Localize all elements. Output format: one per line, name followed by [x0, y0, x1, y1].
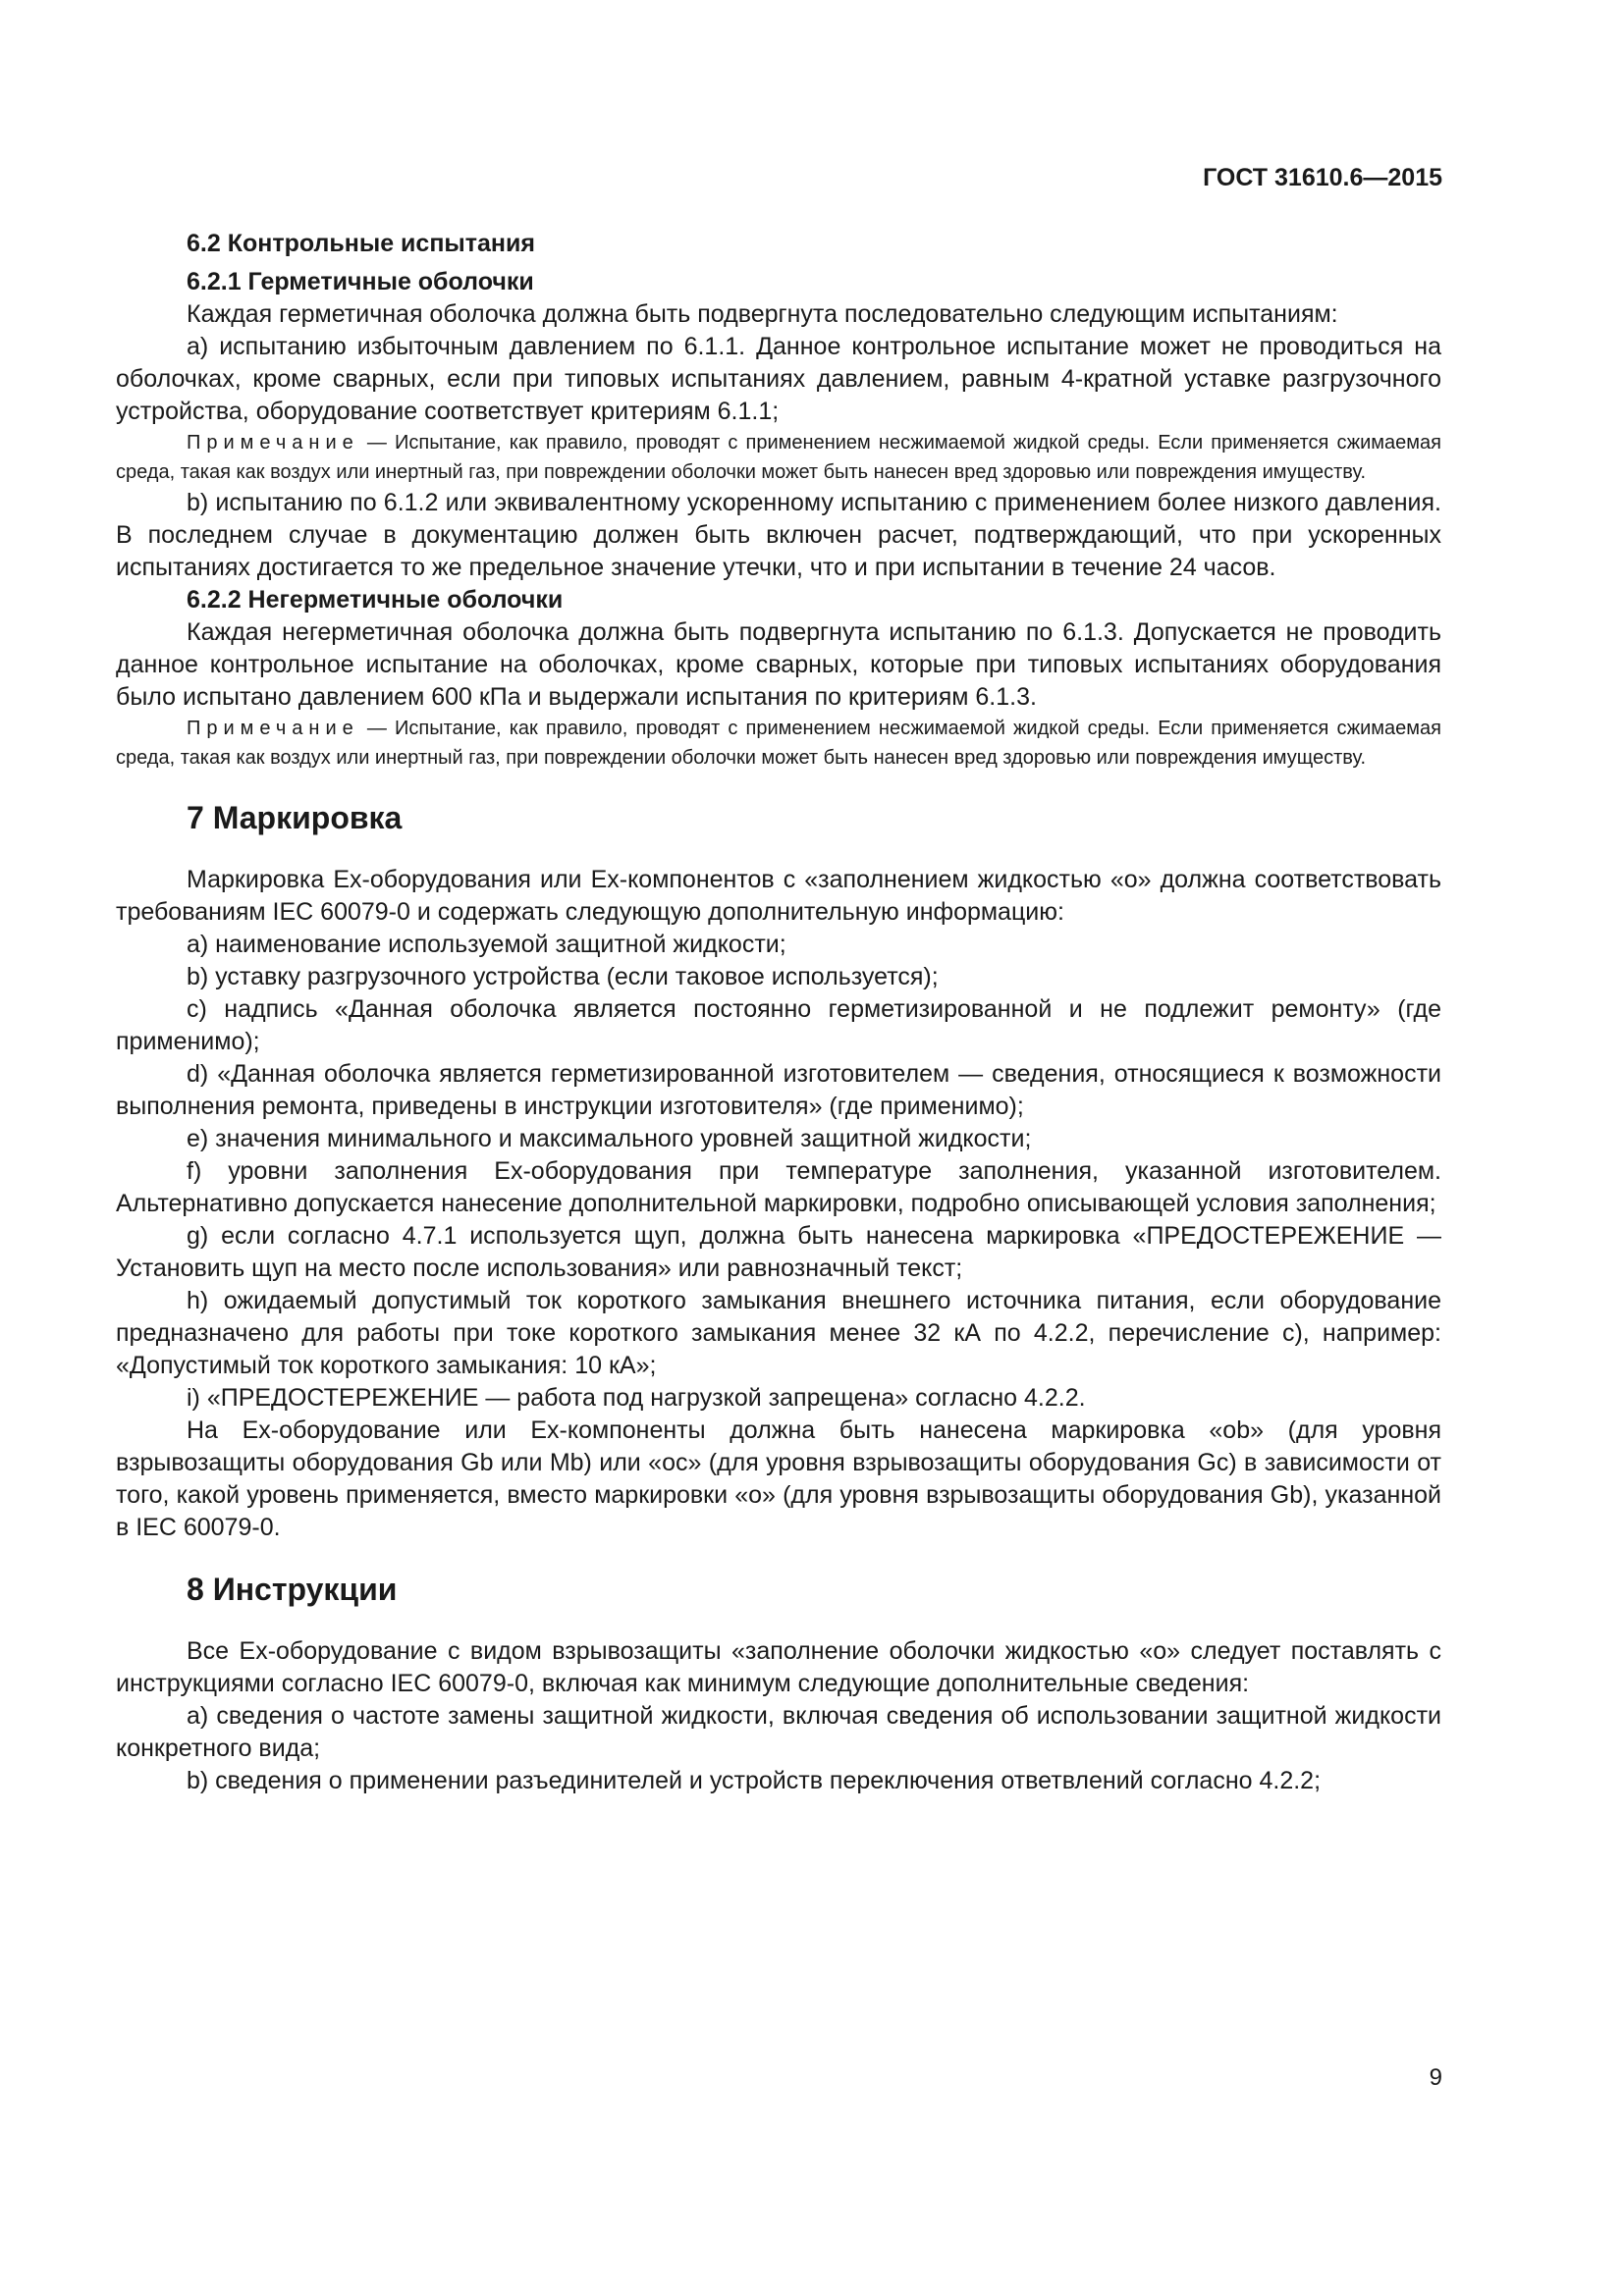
section-8-heading: 8 Инструкции: [187, 1572, 398, 1607]
list-item: a) испытанию избыточным давлением по 6.1.1. Данное контрольное испытание может не проводиться на оболочках, кроме сварных, если при типовых испытаниях давлением, равным 4-кратной уставке разгрузочного устройства, оборудование соответствует критериям 6.1.1;: [116, 333, 1441, 425]
list-item: a) наименование используемой защитной жидкости;: [187, 931, 786, 958]
paragraph: Каждая негерметичная оболочка должна быть подвергнута испытанию по 6.1.3. Допускается не проводить данное контрольное испытание на оболочках, кроме сварных, которые при типовых испытаниях оборудования было испытано давлением 600 кПа и выдержали испытания по критериям 6.1.3.: [116, 618, 1441, 711]
list-item: g) если согласно 4.7.1 используется щуп, должна быть нанесена маркировка «ПРЕДОСТЕРЕЖЕНИЕ — Установить щуп на место после использования» или равнозначный текст;: [116, 1222, 1441, 1282]
paragraph: На Ex-оборудование или Ex-компоненты должна быть нанесена маркировка «ob» (для уровня взрывозащиты оборудования Gb или Mb) или «oc» (для уровня взрывозащиты оборудования Gc) в зависимости от того, какой уровень применяется, вместо маркировки «о» (для уровня взрывозащиты оборудования Gb), указанной в IEC 60079-0.: [116, 1416, 1441, 1541]
paragraph: Маркировка Ex-оборудования или Ex-компонентов с «заполнением жидкостью «о» должна соответствовать требованиям IEC 60079-0 и содержать следующую дополнительную информацию:: [116, 866, 1441, 926]
section-6-2-2-heading: 6.2.2 Негерметичные оболочки: [187, 586, 564, 614]
page-content: [116, 228, 1441, 1797]
section-6-2-1-heading: 6.2.1 Герметичные оболочки: [187, 268, 534, 295]
note: [116, 714, 1441, 773]
paragraph: Каждая герметичная оболочка должна быть подвергнута последовательно следующим испытаниям:: [187, 300, 1338, 328]
note-label: Примечание: [187, 718, 359, 739]
document-code: ГОСТ 31610.6—2015: [1203, 164, 1442, 191]
paragraph: Все Ex-оборудование с видом взрывозащиты «заполнение оболочки жидкостью «о» следует поставлять с инструкциями согласно IEC 60079-0, включая как минимум следующие дополнительные сведения:: [116, 1637, 1441, 1697]
note: [116, 428, 1441, 487]
note-label: Примечание: [187, 432, 359, 454]
list-item: a) сведения о частоте замены защитной жидкости, включая сведения об использовании защитной жидкости конкретного вида;: [116, 1702, 1441, 1762]
section-7-heading: 7 Маркировка: [187, 800, 403, 835]
list-item: b) уставку разгрузочного устройства (если таковое используется);: [187, 963, 939, 990]
note-text: — Испытание, как правило, проводят с применением несжимаемой жидкой среды. Если применяется сжимаемая среда, такая как воздух или инертный газ, при повреждении оболочки может быть нанесен вред здоровью или повреждения имуществу.: [116, 432, 1441, 483]
list-item: c) надпись «Данная оболочка является постоянно герметизированной и не подлежит ремонту» (где применимо);: [116, 995, 1441, 1055]
note-text: — Испытание, как правило, проводят с применением несжимаемой жидкой среды. Если применяется сжимаемая среда, такая как воздух или инертный газ, при повреждении оболочки может быть нанесен вред здоровью или повреждения имуществу.: [116, 718, 1441, 769]
page-number: 9: [1429, 2064, 1442, 2091]
list-item: b) сведения о применении разъединителей и устройств переключения ответвлений согласно 4.2.2;: [187, 1767, 1322, 1794]
list-item: b) испытанию по 6.1.2 или эквивалентному ускоренному испытанию с применением более низкого давления. В последнем случае в документацию должен быть включен расчет, подтверждающий, что при ускоренных испытаниях достигается то же предельное значение утечки, что и при испытании в течение 24 часов.: [116, 489, 1441, 581]
section-6-2-heading: 6.2 Контрольные испытания: [187, 230, 535, 257]
list-item: i) «ПРЕДОСТЕРЕЖЕНИЕ — работа под нагрузкой запрещена» согласно 4.2.2.: [187, 1384, 1086, 1412]
list-item: e) значения минимального и максимального уровней защитной жидкости;: [187, 1125, 1032, 1152]
list-item: h) ожидаемый допустимый ток короткого замыкания внешнего источника питания, если оборудование предназначено для работы при токе короткого замыкания менее 32 кА по 4.2.2, перечисление с), например: «Допустимый ток короткого замыкания: 10 кА»;: [116, 1287, 1441, 1379]
list-item: d) «Данная оболочка является герметизированной изготовителем — сведения, относящиеся к возможности выполнения ремонта, приведены в инструкции изготовителя» (где применимо);: [116, 1060, 1441, 1120]
list-item: f) уровни заполнения Ex-оборудования при температуре заполнения, указанной изготовителем. Альтернативно допускается нанесение дополнительной маркировки, подробно описывающей условия заполнения;: [116, 1157, 1441, 1217]
